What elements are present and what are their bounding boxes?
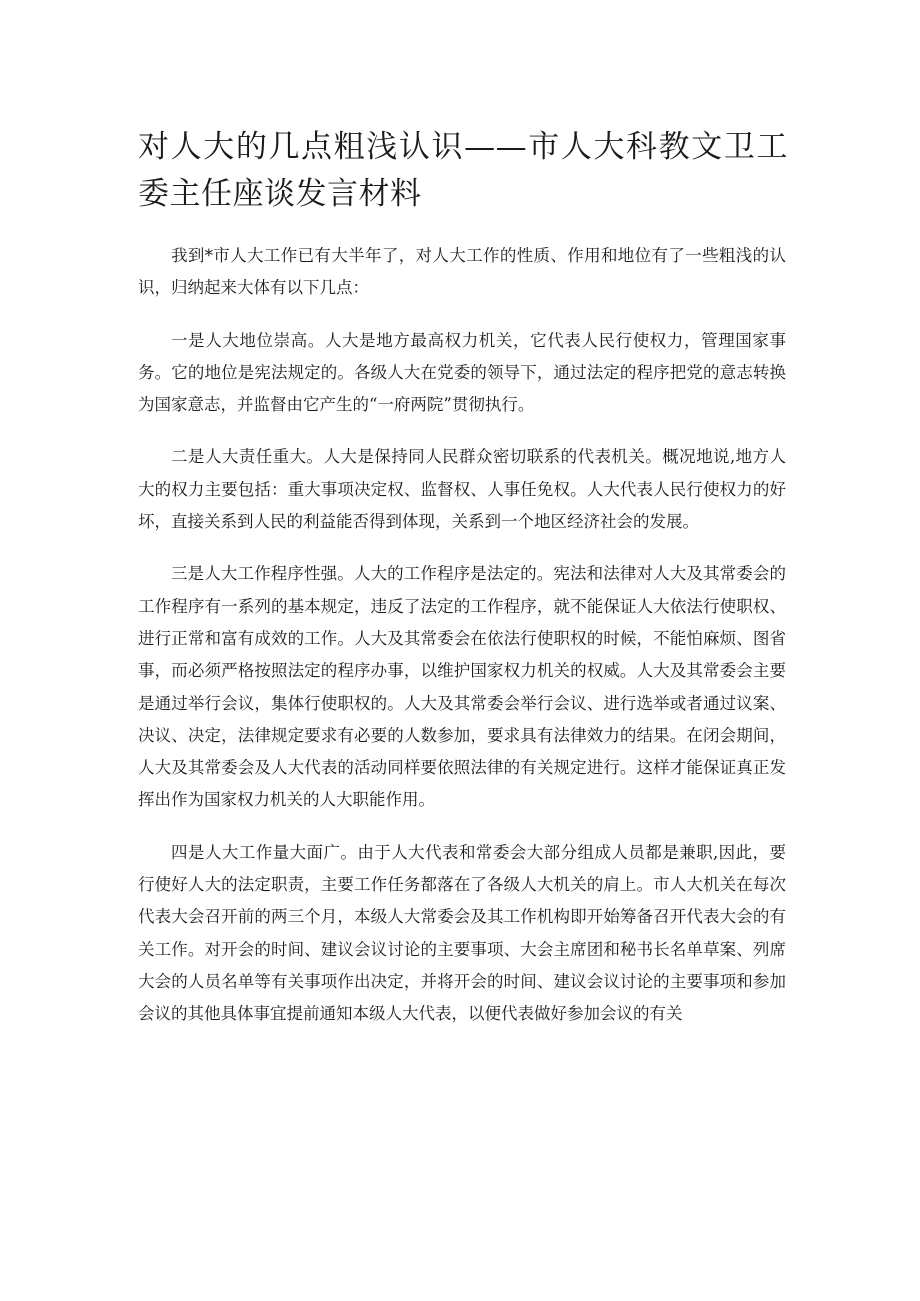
- paragraph-point-two: 二是人大责任重大。人大是保持同人民群众密切联系的代表机关。概况地说,地方人大的权力主要包括：重大事项决定权、监督权、人事任免权。人大代表人民行使权力的好坏，直接关系到人民的利益能否得到体现，关系到一个地区经济社会的发展。: [138, 447, 786, 532]
- paragraph-point-one: 一是人大地位崇高。人大是地方最高权力机关，它代表人民行使权力，管理国家事务。它的地位是宪法规定的。各级人大在党委的领导下，通过法定的程序把党的意志转换为国家意志，并监督由它产生的“一府两院”贯彻执行。: [138, 330, 786, 415]
- paragraph-intro: 我到*市人大工作已有大半年了，对人大工作的性质、作用和地位有了一些粗浅的认识，归纳起来大体有以下几点：: [138, 246, 786, 298]
- document-body: [138, 240, 786, 1051]
- paragraph-point-four: 四是人大工作量大面广。由于人大代表和常委会大部分组成人员都是兼职,因此，要行使好人大的法定职责，主要工作任务都落在了各级人大机关的肩上。市人大机关在每次代表大会召开前的两三个月，本级人大常委会及其工作机构即开始筹备召开代表大会的有关工作。对开会的时间、建议会议讨论的主要事项、大会主席团和秘书长名单草案、列席大会的人员名单等有关事项作出决定，并将开会的时间、建议会议讨论的主要事项和参加会议的其他具体事宜提前通知本级人大代表，以便代表做好参加会议的有关: [138, 842, 786, 1024]
- paragraph-point-three: 三是人大工作程序性强。人大的工作程序是法定的。宪法和法律对人大及其常委会的工作程序有一系列的基本规定，违反了法定的工作程序，就不能保证人大依法行使职权、进行正常和富有成效的工作。人大及其常委会在依法行使职权的时候，不能怕麻烦、图省事，而必须严格按照法定的程序办事，以维护国家权力机关的权威。人大及其常委会主要是通过举行会议，集体行使职权的。人大及其常委会举行会议、进行选举或者通过议案、决议、决定，法律规定要求有必要的人数参加，要求具有法律效力的结果。在闭会期间，人大及其常委会及人大代表的活动同样要依照法律的有关规定进行。这样才能保证真正发挥出作为国家权力机关的人大职能作用。: [138, 564, 786, 810]
- document-title: 对人大的几点粗浅认识——市人大科教文卫工委主任座谈发言材料: [138, 129, 788, 212]
